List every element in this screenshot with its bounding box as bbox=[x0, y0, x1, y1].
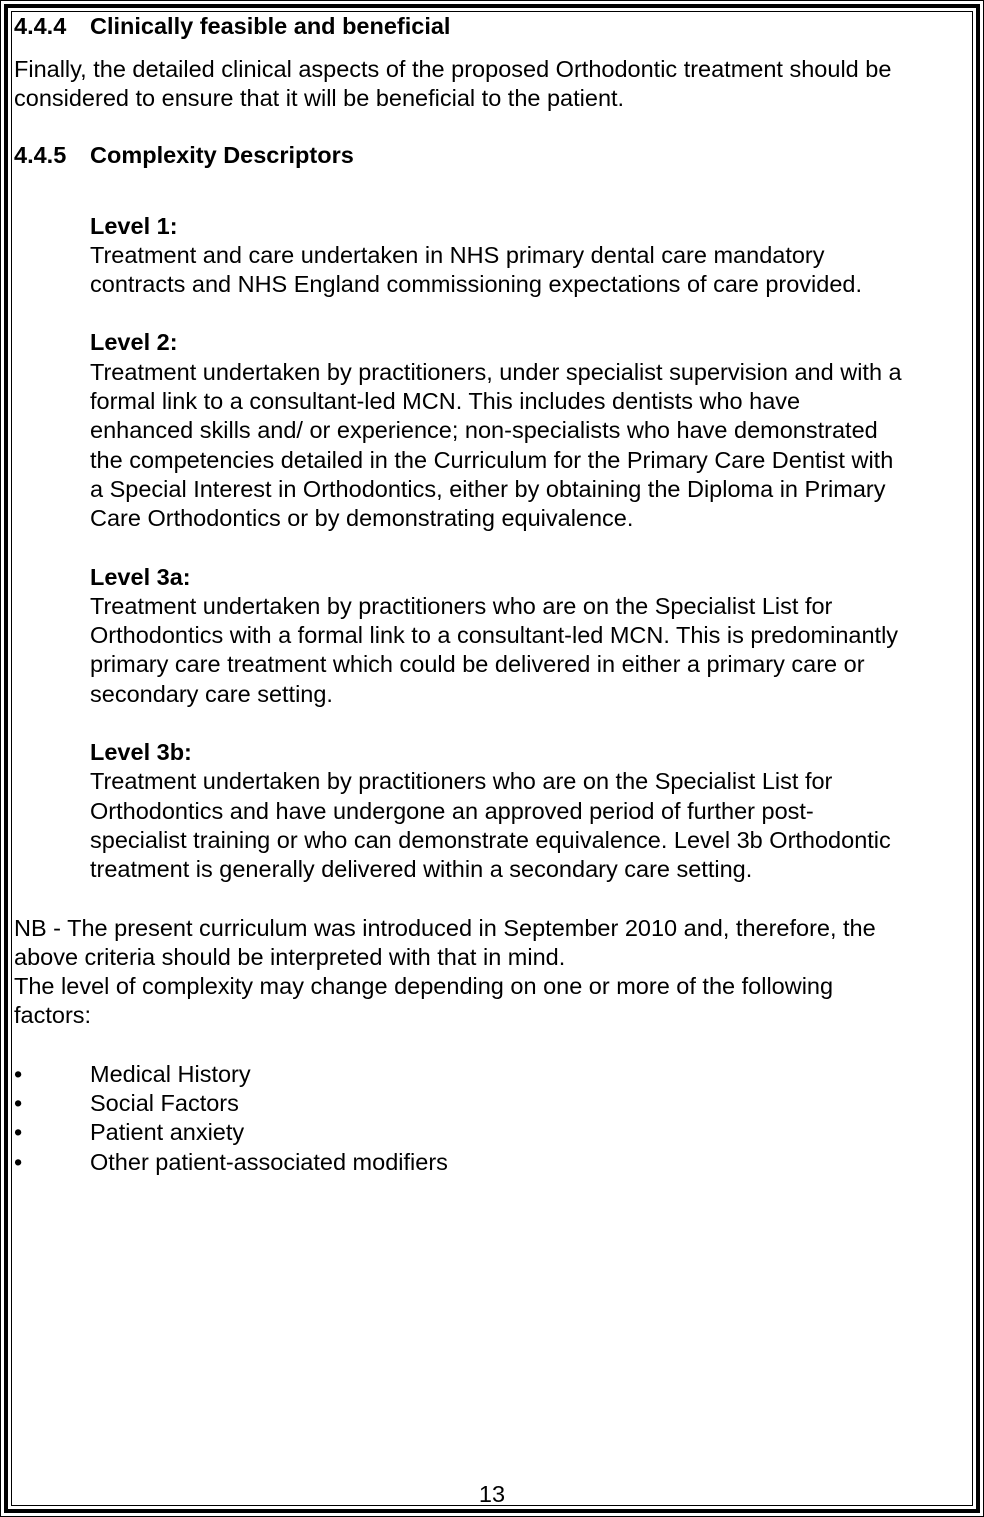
level-3b-block bbox=[14, 738, 974, 884]
level-3a-title: Level 3a: bbox=[90, 563, 191, 590]
list-item bbox=[14, 1089, 974, 1118]
list-item bbox=[14, 1148, 974, 1177]
level-line: primary care treatment which could be delivered in either a primary care or bbox=[90, 651, 865, 678]
level-3b-title: Level 3b: bbox=[90, 739, 192, 766]
level-line: treatment is generally delivered within a secondary care setting. bbox=[90, 856, 753, 883]
paragraph-4-4-4 bbox=[14, 55, 974, 114]
list-item-text: Other patient-associated modifiers bbox=[90, 1148, 448, 1175]
heading-4-4-5-title: Complexity Descriptors bbox=[90, 141, 354, 168]
level-line: secondary care setting. bbox=[90, 680, 333, 707]
level-2-block bbox=[14, 328, 974, 533]
paragraph-line: Finally, the detailed clinical aspects of the proposed Orthodontic treatment should be bbox=[14, 56, 892, 82]
heading-4-4-4-title: Clinically feasible and beneficial bbox=[90, 13, 451, 39]
nb-line: above criteria should be interpreted with that in mind. bbox=[14, 943, 566, 970]
heading-4-4-4-number: 4.4.4 bbox=[14, 13, 67, 39]
level-line: Treatment undertaken by practitioners who are on the Specialist List for bbox=[90, 768, 833, 795]
bullet-icon: • bbox=[14, 1119, 23, 1146]
level-3a-block bbox=[14, 563, 974, 709]
level-line: the competencies detailed in the Curriculum for the Primary Care Dentist with bbox=[90, 446, 894, 473]
level-line: Treatment undertaken by practitioners, under specialist supervision and with a bbox=[90, 358, 902, 385]
document-body bbox=[14, 8, 974, 1177]
level-line: Treatment undertaken by practitioners who are on the Specialist List for bbox=[90, 592, 833, 619]
page-number: 13 bbox=[478, 1481, 506, 1507]
level-line: Treatment and care undertaken in NHS primary dental care mandatory bbox=[90, 241, 825, 268]
list-item bbox=[14, 1060, 974, 1089]
bullet-icon: • bbox=[14, 1060, 23, 1087]
nb-line: NB - The present curriculum was introduced in September 2010 and, therefore, the bbox=[14, 914, 876, 941]
level-line: specialist training or who can demonstrate equivalence. Level 3b Orthodontic bbox=[90, 826, 891, 853]
level-2-title: Level 2: bbox=[90, 329, 178, 356]
level-line: a Special Interest in Orthodontics, either by obtaining the Diploma in Primary bbox=[90, 475, 886, 502]
heading-4-4-4 bbox=[14, 8, 974, 44]
list-item-text: Medical History bbox=[90, 1060, 251, 1087]
nb-paragraph bbox=[14, 914, 974, 1031]
paragraph-line: considered to ensure that it will be beneficial to the patient. bbox=[14, 85, 625, 112]
nb-line: The level of complexity may change depending on one or more of the following bbox=[14, 973, 834, 1000]
level-line: Orthodontics and have undergone an approved period of further post- bbox=[90, 797, 814, 824]
nb-line: factors: bbox=[14, 1002, 92, 1029]
level-1-block bbox=[14, 212, 974, 300]
level-line: formal link to a consultant-led MCN. This includes dentists who have bbox=[90, 388, 801, 415]
level-line: contracts and NHS England commissioning expectations of care provided. bbox=[90, 271, 862, 298]
bullet-icon: • bbox=[14, 1090, 23, 1117]
bullet-icon: • bbox=[14, 1148, 23, 1175]
list-item-text: Social Factors bbox=[90, 1090, 239, 1117]
level-line: Orthodontics with a formal link to a consultant-led MCN. This is predominantly bbox=[90, 622, 899, 649]
level-line: enhanced skills and/ or experience; non-specialists who have demonstrated bbox=[90, 417, 878, 444]
level-line: Care Orthodontics or by demonstrating equivalence. bbox=[90, 505, 634, 532]
list-item bbox=[14, 1118, 974, 1147]
heading-4-4-5-number: 4.4.5 bbox=[14, 141, 67, 168]
list-item-text: Patient anxiety bbox=[90, 1119, 245, 1146]
level-1-title: Level 1: bbox=[90, 212, 178, 239]
heading-4-4-5 bbox=[14, 139, 974, 172]
factors-list bbox=[14, 1060, 974, 1177]
